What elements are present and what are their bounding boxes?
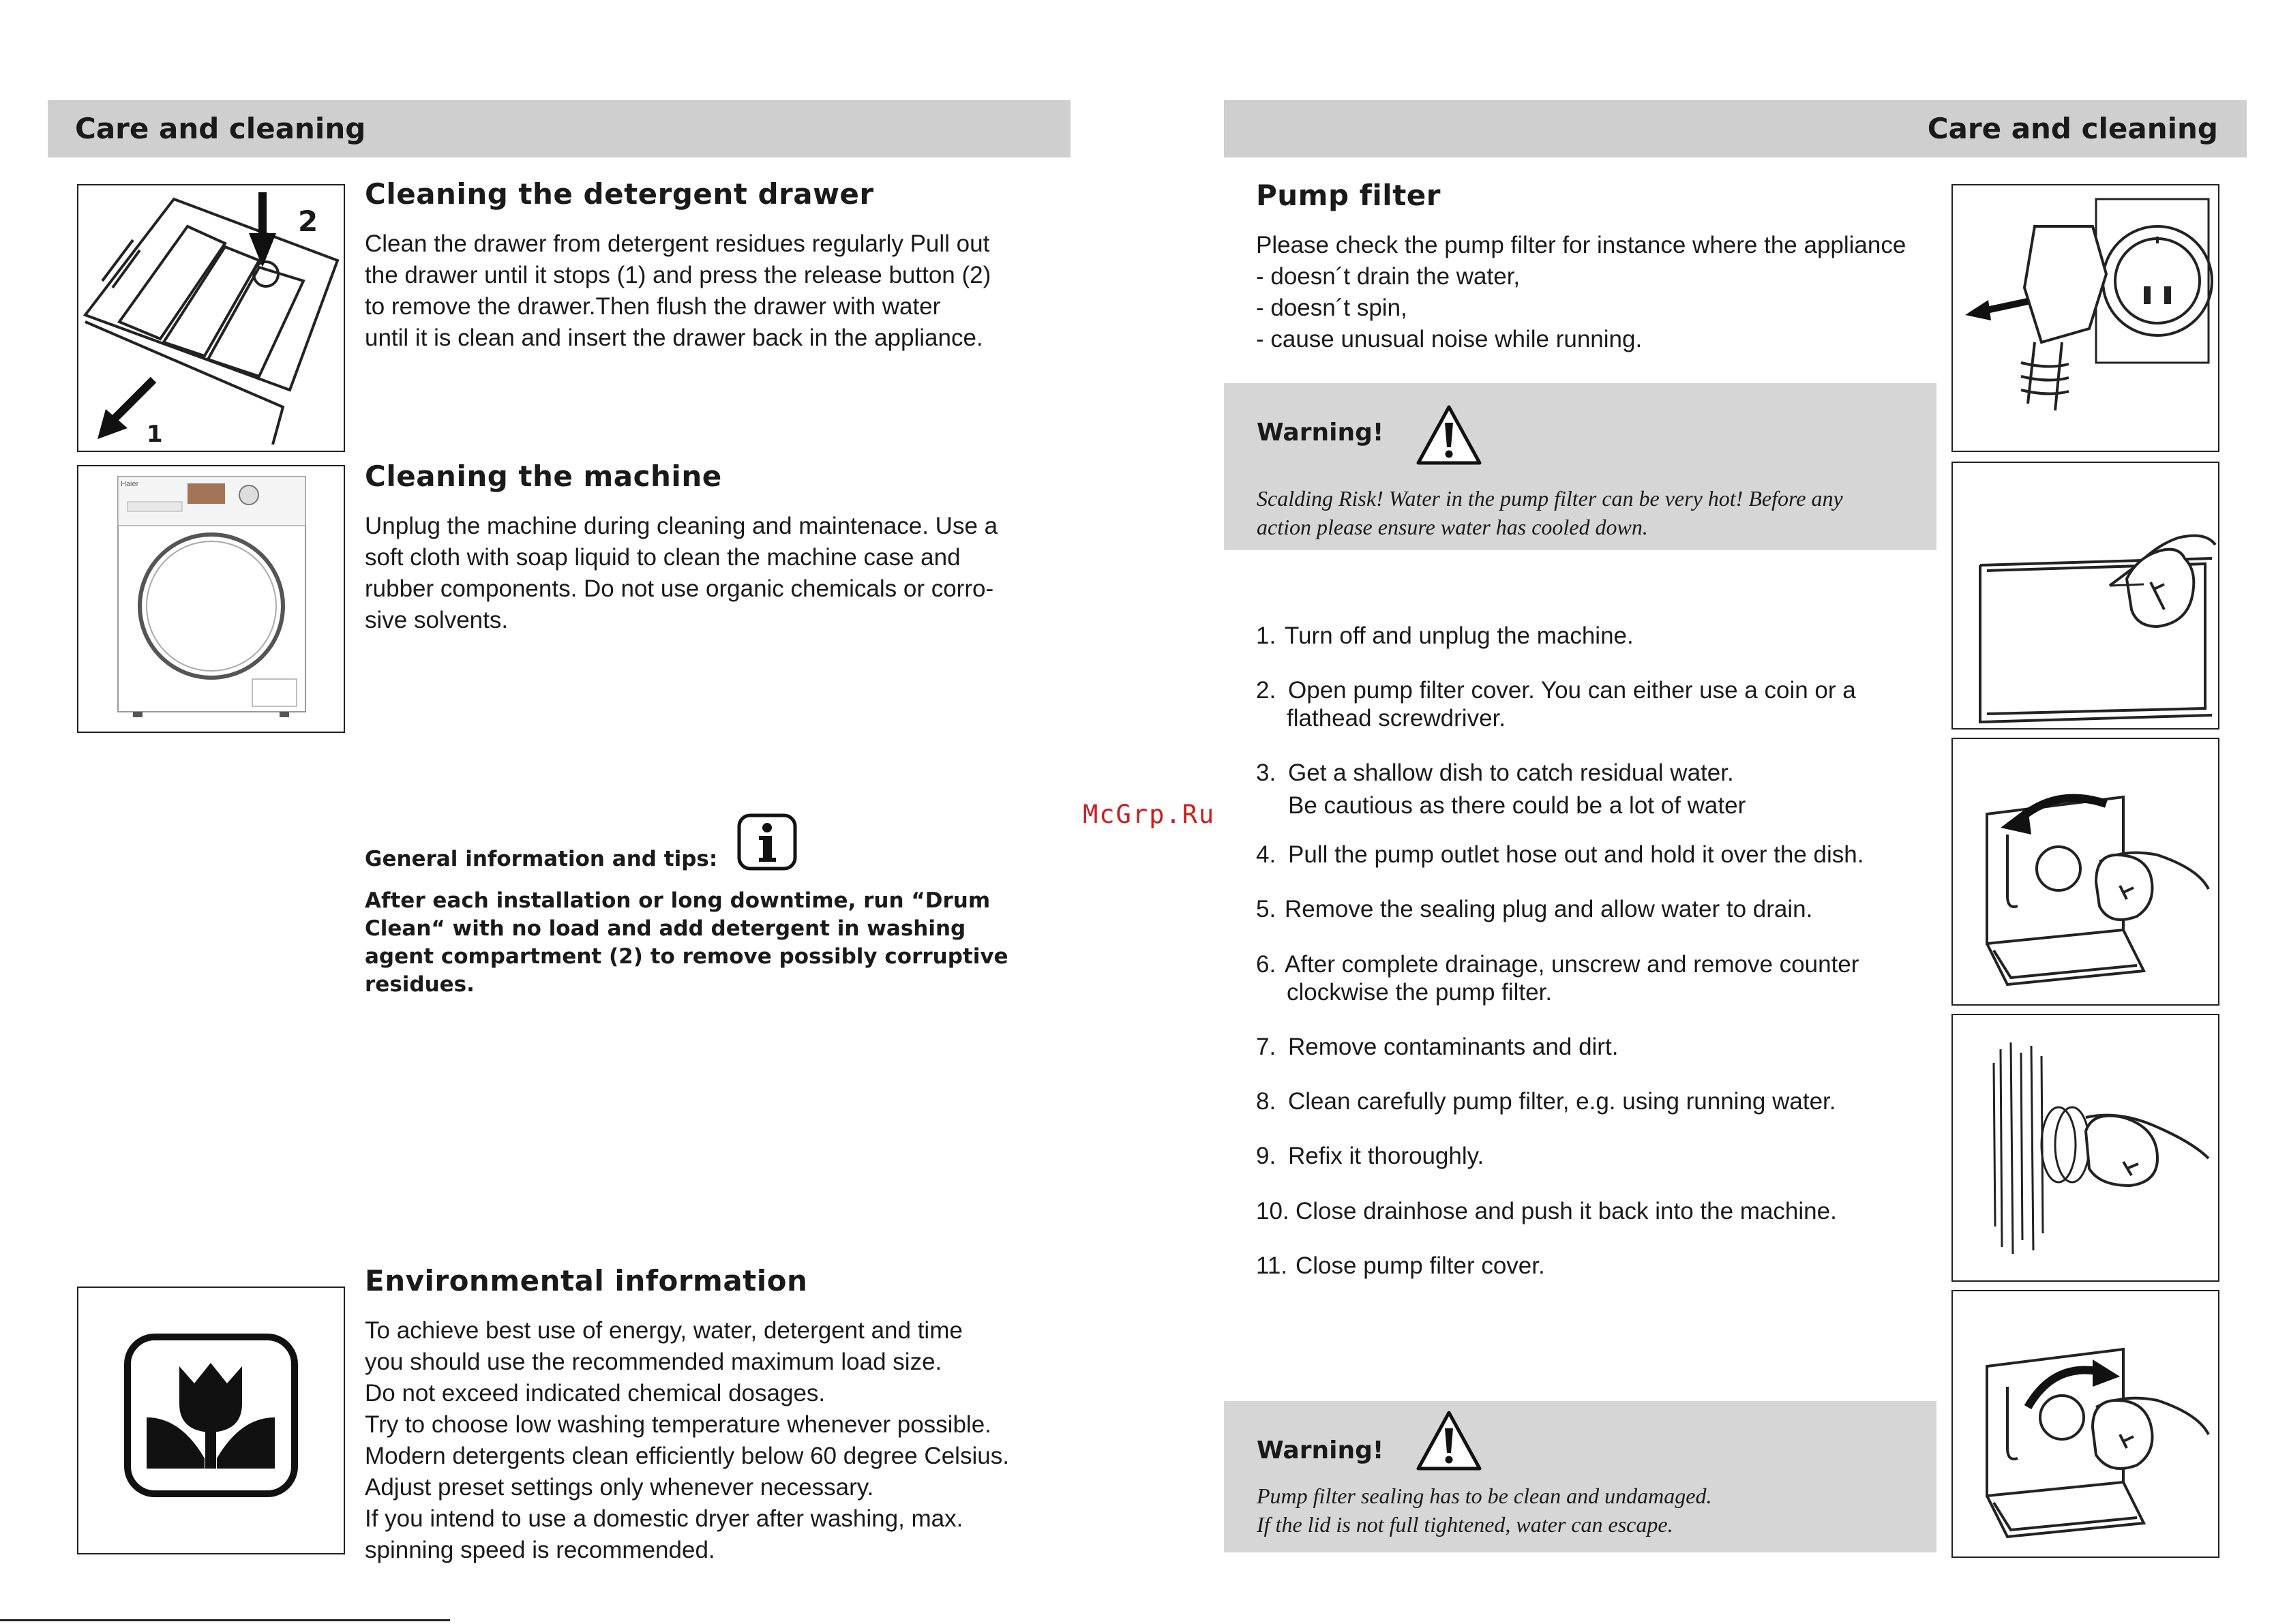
pump-title: Pump filter (1256, 179, 1441, 212)
step-item (1256, 1142, 1484, 1170)
drawer-callout-2: 2 (298, 205, 318, 238)
environment-line: Adjust preset settings only whenever necessary. (365, 1474, 874, 1501)
step-number: 10. (1256, 1198, 1289, 1224)
washing-machine-drawing (78, 466, 344, 732)
washing-machine-illustration (77, 465, 345, 733)
machine-line: sive solvents. (365, 607, 509, 633)
pump-text (1256, 230, 1906, 355)
pump-line: - cause unusual noise while running. (1256, 326, 1643, 352)
warning-title: Warning! (1257, 1437, 1384, 1464)
footer-rule (0, 1619, 450, 1621)
step-number: 6. (1256, 951, 1276, 978)
tips-text (365, 887, 1008, 999)
left-header-title: Care and cleaning (75, 112, 366, 145)
drawer-illustration (77, 184, 345, 452)
drawer-title: Cleaning the detergent drawer (365, 177, 874, 211)
step-text: Remove contaminants and dirt. (1288, 1034, 1619, 1060)
step-text: clockwise the pump filter. (1287, 979, 1553, 1006)
drawer-line: the drawer until it stops (1) and press the release button (2) (365, 262, 991, 288)
step-number: 5. (1256, 896, 1276, 922)
refit-filter-drawing (1953, 1291, 2218, 1557)
rinse-filter-drawing (1953, 1015, 2218, 1280)
drawer-line: until it is clean and insert the drawer back in the appliance. (365, 325, 983, 351)
step-item (1256, 841, 1864, 869)
watermark: McGrp.Ru (1083, 800, 1216, 829)
step-number: 8. (1256, 1088, 1276, 1115)
open-cover-illustration (1951, 462, 2219, 730)
warning-title: Warning! (1257, 419, 1384, 447)
warning-triangle-icon (1415, 404, 1483, 466)
step-item (1256, 1197, 1837, 1225)
step-text: Close drainhose and push it back into the machine. (1296, 1198, 1837, 1224)
environment-line: If you intend to use a domestic dryer after washing, max. (365, 1505, 963, 1532)
drawer-callout-1: 1 (147, 421, 163, 448)
environment-line: Do not exceed indicated chemical dosages. (365, 1380, 826, 1407)
unscrew-filter-drawing (1953, 739, 2218, 1004)
step-number: 1. (1256, 622, 1276, 649)
warning-text (1257, 484, 1843, 541)
right-header-title: Care and cleaning (1927, 112, 2218, 145)
drawer-line: to remove the drawer.Then flush the drawer with water (365, 293, 941, 320)
environment-illustration (77, 1287, 345, 1554)
environment-line: Modern detergents clean efficiently below 60 degree Celsius. (365, 1443, 1009, 1469)
step-number: 4. (1256, 841, 1276, 868)
tips-line: residues. (365, 972, 475, 997)
step-item (1256, 622, 1634, 650)
unplug-illustration (1951, 184, 2219, 452)
step-number: 11. (1256, 1252, 1288, 1279)
pump-line: - doesn´t drain the water, (1256, 263, 1521, 290)
refit-filter-illustration (1951, 1290, 2219, 1558)
step-number: 2. (1256, 677, 1276, 704)
step-text: Turn off and unplug the machine. (1285, 622, 1634, 649)
left-page-header (48, 100, 1071, 157)
machine-line: rubber components. Do not use organic chemicals or corro- (365, 575, 994, 602)
environment-line: To achieve best use of energy, water, detergent and time (365, 1317, 963, 1344)
warning-line: Scalding Risk! Water in the pump filter can be very hot! Before any (1257, 486, 1843, 511)
environment-text (365, 1315, 1009, 1566)
step-text: flathead screwdriver. (1287, 705, 1506, 732)
tips-line: agent compartment (2) to remove possibly corruptive (365, 944, 1008, 969)
tips-line: After each installation or long downtime, run “Drum (365, 888, 991, 913)
warning-box-sealing (1224, 1401, 1936, 1552)
tips-heading: General information and tips: (365, 847, 718, 871)
machine-brand-label: Haier (121, 480, 139, 488)
step-text: After complete drainage, unscrew and remove counter (1285, 951, 1859, 978)
unscrew-filter-illustration (1951, 738, 2219, 1006)
step-text: Close pump filter cover. (1296, 1252, 1545, 1279)
step-item (1256, 676, 1856, 732)
step-item (1256, 950, 1859, 1006)
pump-line: Please check the pump filter for instance where the appliance (1256, 232, 1906, 258)
warning-text (1257, 1482, 1711, 1539)
machine-line: soft cloth with soap liquid to clean the machine case and (365, 544, 961, 571)
open-cover-drawing (1953, 463, 2218, 728)
warning-triangle-icon (1415, 1409, 1483, 1472)
right-page-header (1224, 100, 2247, 157)
environment-title: Environmental information (365, 1264, 808, 1297)
drawer-line: Clean the drawer from detergent residues regularly Pull out (365, 230, 990, 257)
rinse-filter-illustration (1951, 1014, 2219, 1282)
drawer-text (365, 228, 991, 354)
warning-box-scalding (1224, 383, 1936, 550)
step-item (1256, 1087, 1836, 1115)
step-text: Remove the sealing plug and allow water to drain. (1285, 896, 1813, 922)
environment-line: you should use the recommended maximum load size. (365, 1349, 942, 1375)
tulip-icon (78, 1288, 344, 1553)
step-item (1256, 759, 1746, 819)
warning-line: Pump filter sealing has to be clean and undamaged. (1257, 1484, 1712, 1508)
step-text: Refix it thoroughly. (1288, 1143, 1484, 1169)
step-text: Be cautious as there could be a lot of water (1288, 792, 1746, 819)
step-number: 3. (1256, 760, 1276, 786)
pump-line: - doesn´t spin, (1256, 295, 1407, 321)
step-number: 9. (1256, 1143, 1276, 1169)
warning-line: action please ensure water has cooled down. (1257, 515, 1648, 539)
step-item (1256, 1252, 1545, 1280)
machine-title: Cleaning the machine (365, 460, 722, 493)
environment-line: Try to choose low washing temperature whenever possible. (365, 1411, 991, 1438)
step-text: Clean carefully pump filter, e.g. using running water. (1288, 1088, 1836, 1115)
step-text: Get a shallow dish to catch residual water. (1288, 760, 1734, 786)
step-item (1256, 895, 1813, 923)
plug-socket-drawing (1953, 185, 2218, 451)
tips-line: Clean“ with no load and add detergent in washing (365, 916, 966, 941)
machine-line: Unplug the machine during cleaning and maintenace. Use a (365, 513, 998, 539)
step-item (1256, 1033, 1619, 1061)
machine-text (365, 511, 998, 636)
environment-line: spinning speed is recommended. (365, 1537, 715, 1563)
warning-line: If the lid is not full tightened, water can escape. (1257, 1512, 1673, 1537)
step-text: Open pump filter cover. You can either use a coin or a (1288, 677, 1856, 704)
step-number: 7. (1256, 1034, 1276, 1060)
step-text: Pull the pump outlet hose out and hold it over the dish. (1288, 841, 1864, 868)
info-icon (736, 813, 798, 871)
